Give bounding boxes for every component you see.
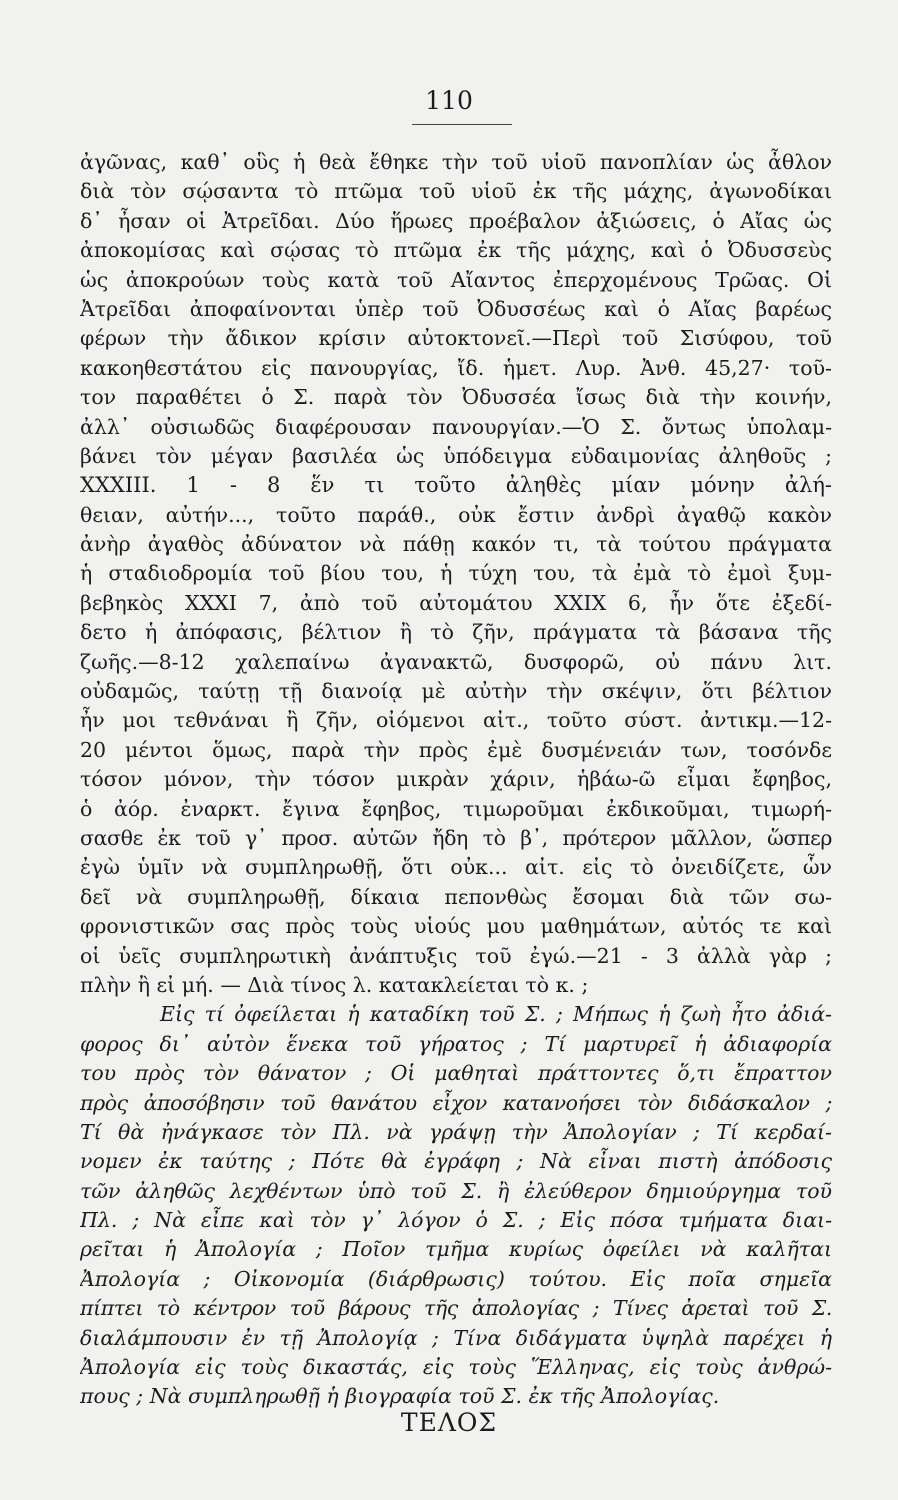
body-text bbox=[80, 148, 832, 1412]
text-line: Ἀτρεῖδαι ἀποφαίνονται ὑπὲρ τοῦ Ὀδυσσέως καὶ ὁ Αἴας βαρέως bbox=[80, 296, 832, 321]
text-line: δεῖ νὰ συμπληρωθῇ, δίκαια πεπονθὼς ἔσομαι διὰ τῶν σω- bbox=[80, 884, 832, 909]
text-line: ὁ ἀόρ. ἐναρκτ. ἔγινα ἔφηβος, τιμωροῦμαι ἐκδικοῦμαι, τιμωρή- bbox=[80, 796, 832, 821]
text-line: οἱ ὑεῖς συμπληρωτικὴ ἀνάπτυξις τοῦ ἐγώ.—21 - 3 ἀλλὰ γὰρ ; bbox=[80, 943, 832, 968]
text-line: θειαν, αὐτήν..., τοῦτο παράθ., οὐκ ἔστιν ἀνδρὶ ἀγαθῷ κακὸν bbox=[80, 502, 832, 527]
question-line: του πρὸς τὸν θάνατον ; Οἱ μαθηταὶ πράττοντες ὅ,τι ἔπραττον bbox=[80, 1061, 832, 1086]
text-line: ἦν μοι τεθνάναι ἢ ζῆν, οἰόμενοι αἰτ., τοῦτο σύστ. ἀντικμ.—12- bbox=[80, 708, 832, 733]
text-line: ζωῆς.—8-12 χαλεπαίνω ἀγανακτῶ, δυσφορῶ, οὐ πάνυ λιτ. bbox=[80, 649, 832, 674]
text-line: ἀνὴρ ἀγαθὸς ἀδύνατον νὰ πάθῃ κακόν τι, τὰ τούτου πράγματα bbox=[80, 532, 832, 557]
section-heading-line: XXXIII. 1 - 8 ἕν τι τοῦτο ἀληθὲς μίαν μόνην ἀλή- bbox=[80, 473, 832, 498]
question-line: Ἀπολογία ; Οἰκονομία (διάρθρωσις) τούτου. Εἰς ποῖα σημεῖα bbox=[80, 1266, 832, 1291]
text-line: πλὴν ἢ εἰ μή. — Διὰ τίνος λ. κατακλείεται τὸ κ. ; bbox=[80, 972, 589, 997]
question-line: νομεν ἐκ ταύτης ; Πότε θὰ ἐγράφη ; Νὰ εἶναι πιστὴ ἀπόδοσις bbox=[80, 1149, 832, 1174]
text-line: κακοηθεστάτου εἰς πανουργίας, ἴδ. ἡμετ. Λυρ. Ἀνθ. 45,27· τοῦ- bbox=[80, 355, 832, 380]
text-line: βάνει τὸν μέγαν βασιλέα ὡς ὑπόδειγμα εὐδαιμονίας ἀληθοῦς ; bbox=[80, 443, 832, 468]
text-line: βεβηκὸς XXXI 7, ἀπὸ τοῦ αὐτομάτου XXIX 6, ἦν ὅτε ἐξεδί- bbox=[80, 590, 832, 615]
question-line: φορος δι᾽ αὐτὸν ἕνεκα τοῦ γήρατος ; Τί μαρτυρεῖ ἡ ἀδιαφορία bbox=[80, 1031, 832, 1056]
question-line: τῶν ἀληθῶς λεχθέντων ὑπὸ τοῦ Σ. ἢ ἐλεύθερον δημιούργημα τοῦ bbox=[80, 1178, 832, 1203]
text-line: τόσον μόνον, τὴν τόσον μικρὰν χάριν, ἡβάω-ῶ εἶμαι ἔφηβος, bbox=[80, 767, 832, 792]
text-line: δ᾽ ἦσαν οἱ Ἀτρεῖδαι. Δύο ἥρωες προέβαλον ἀξιώσεις, ὁ Αἴας ὡς bbox=[80, 208, 832, 233]
end-mark: ΤΕΛΟΣ bbox=[400, 1408, 498, 1437]
text-line: οὐδαμῶς, ταύτῃ τῇ διανοίᾳ μὲ αὐτὴν τὴν σκέψιν, ὅτι βέλτιον bbox=[80, 679, 832, 704]
question-line: Ἀπολογία εἰς τοὺς δικαστάς, εἰς τοὺς Ἕλληνας, εἰς τοὺς ἀνθρώ- bbox=[80, 1355, 832, 1380]
question-line: ρεῖται ἡ Ἀπολογία ; Ποῖον τμῆμα κυρίως ὀφείλει νὰ καλῆται bbox=[80, 1237, 832, 1262]
question-line: Εἰς τί ὀφείλεται ἡ καταδίκη τοῦ Σ. ; Μήπως ἡ ζωὴ ἦτο ἀδιά- bbox=[160, 1002, 832, 1027]
question-line: πους ; Νὰ συμπληρωθῇ ἡ βιογραφία τοῦ Σ. ἐκ τῆς Ἀπολογίας. bbox=[80, 1384, 720, 1409]
question-line: Τί θὰ ἠνάγκασε τὸν Πλ. νὰ γράψῃ τὴν Ἀπολογίαν ; Τί κερδαί- bbox=[80, 1119, 832, 1144]
page-number: 110 bbox=[425, 86, 473, 115]
text-line: ἀγῶνας, καθ᾽ οὓς ἡ θεὰ ἔθηκε τὴν τοῦ υἱοῦ πανοπλίαν ὡς ἆθλον bbox=[80, 150, 832, 174]
text-line: ὡς ἀποκρούων τοὺς κατὰ τοῦ Αἴαντος ἐπερχομένους Τρῶας. Οἱ bbox=[80, 267, 832, 292]
text-line: διὰ τὸν σῴσαντα τὸ πτῶμα τοῦ υἱοῦ ἐκ τῆς μάχης, ἀγωνοδίκαι bbox=[80, 179, 832, 204]
text-line: φρονιστικῶν σας πρὸς τοὺς υἱούς μου μαθημάτων, αὐτός τε καὶ bbox=[80, 914, 832, 939]
text-line: τον παραθέτει ὁ Σ. παρὰ τὸν Ὀδυσσέα ἴσως διὰ τὴν κοινήν, bbox=[80, 385, 832, 410]
text-line: ἀποκομίσας καὶ σῴσας τὸ πτῶμα ἐκ τῆς μάχης, καὶ ὁ Ὀδυσσεὺς bbox=[80, 238, 832, 263]
text-line: φέρων τὴν ἄδικον κρίσιν αὐτοκτονεῖ.—Περὶ τοῦ Σισύφου, τοῦ bbox=[80, 326, 832, 351]
text-line: σασθε ἐκ τοῦ γ᾽ προσ. αὐτῶν ἤδη τὸ β᾽, πρότερον μᾶλλον, ὥσπερ bbox=[80, 825, 832, 850]
question-line: Πλ. ; Νὰ εἶπε καὶ τὸν γ᾽ λόγον ὁ Σ. ; Εἰς πόσα τμήματα διαι- bbox=[80, 1208, 832, 1233]
text-line: ἀλλ᾽ οὐσιωδῶς διαφέρουσαν πανουργίαν.—Ὁ Σ. ὄντως ὑπολαμ- bbox=[80, 414, 832, 439]
text-line: δετο ἡ ἀπόφασις, βέλτιον ἢ τὸ ζῆν, πράγματα τὰ βάσανα τῆς bbox=[80, 620, 832, 645]
question-line: πίπτει τὸ κέντρον τοῦ βάρους τῆς ἀπολογίας ; Τίνες ἀρεταὶ τοῦ Σ. bbox=[80, 1296, 832, 1321]
text-line: 20 μέντοι ὅμως, παρὰ τὴν πρὸς ἐμὲ δυσμένειάν των, τοσόνδε bbox=[80, 737, 832, 762]
text-line: ἡ σταδιοδρομία τοῦ βίου του, ἡ τύχη του, τὰ ἐμὰ τὸ ἐμοὶ ξυμ- bbox=[80, 561, 832, 586]
question-line: διαλάμπουσιν ἐν τῇ Ἀπολογίᾳ ; Τίνα διδάγματα ὑψηλὰ παρέχει ἡ bbox=[80, 1325, 832, 1350]
question-line: πρὸς ἀποσόβησιν τοῦ θανάτου εἶχον κατανοήσει τὸν διδάσκαλον ; bbox=[80, 1090, 832, 1115]
text-line: ἐγὼ ὑμῖν νὰ συμπληρωθῇ, ὅτι οὐκ... αἰτ. εἰς τὸ ὀνειδίζετε, ὧν bbox=[80, 855, 832, 880]
page-number-rule bbox=[412, 124, 512, 125]
